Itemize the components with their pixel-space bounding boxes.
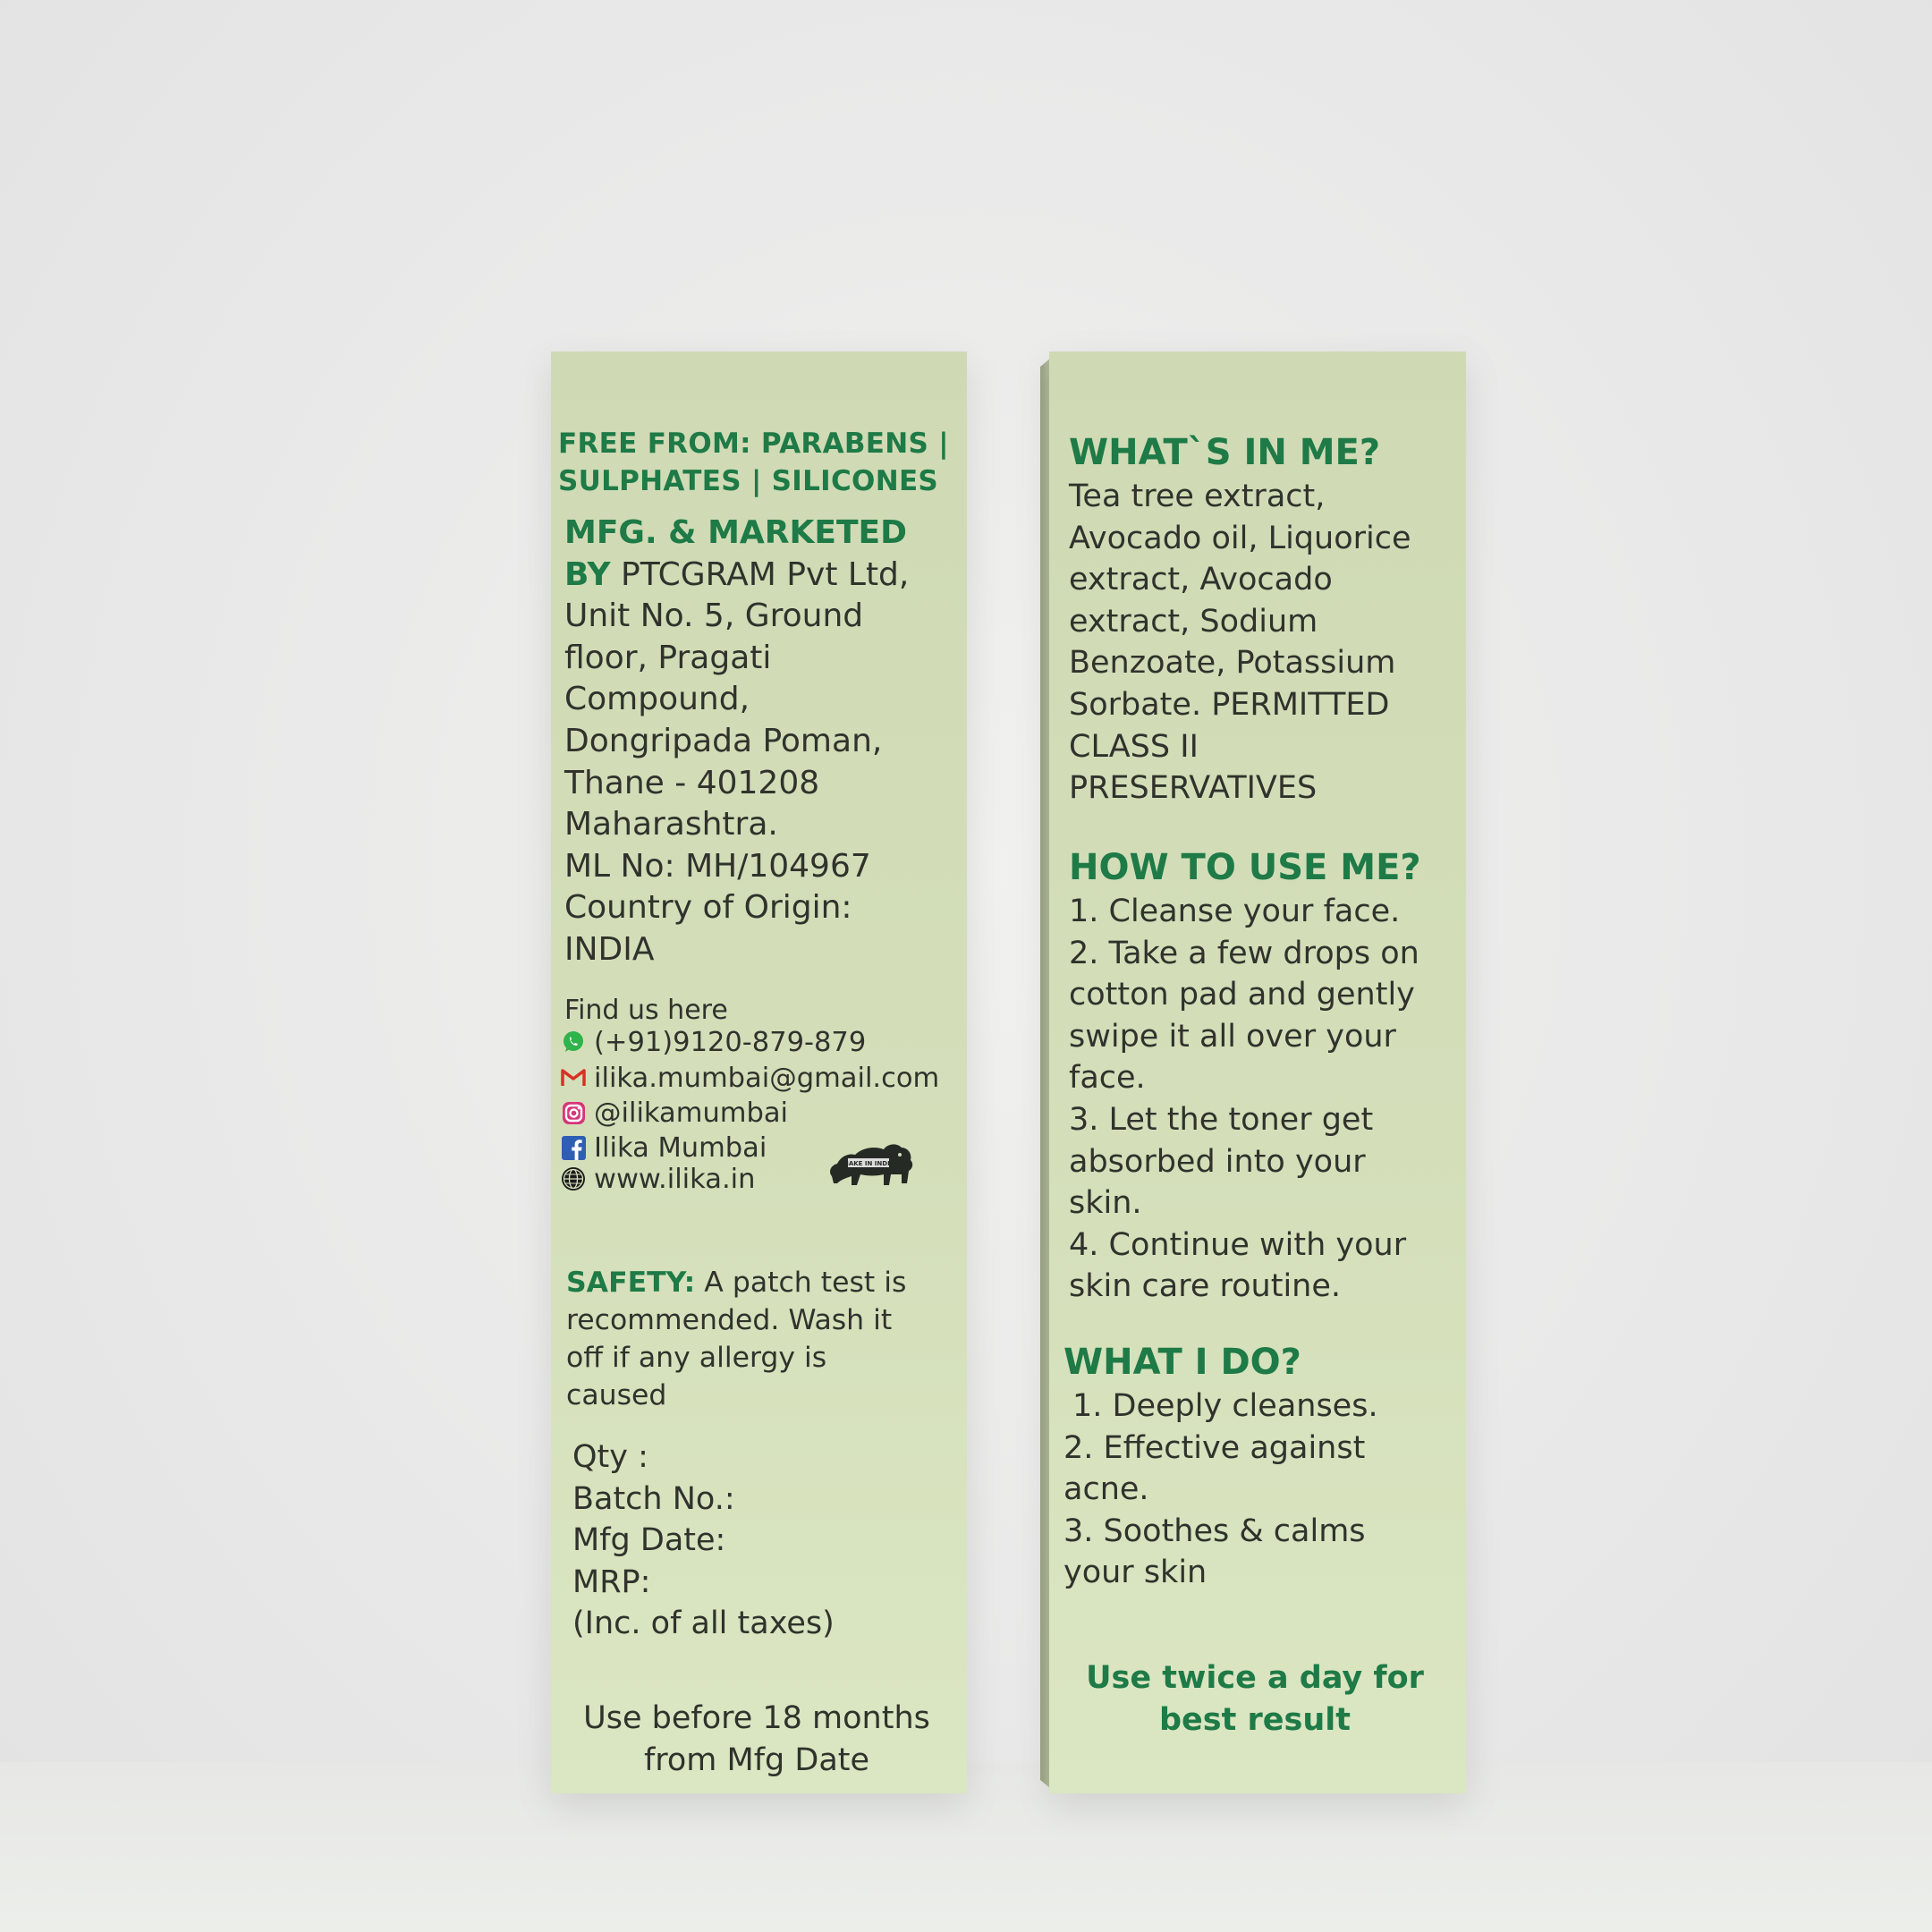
free-from-line: SULPHATES | SILICONES: [558, 465, 939, 497]
address-line: Dongripada Poman,: [564, 722, 883, 759]
directions-line: 2. Take a few drops on: [1069, 935, 1419, 971]
benefits-line: your skin: [1063, 1555, 1208, 1591]
address-line: Thane - 401208: [564, 764, 820, 801]
ingredients-line: CLASS II: [1069, 728, 1199, 765]
shelf-life-line: Use before 18 months: [583, 1700, 930, 1736]
ingredients-line: extract, Sodium: [1069, 603, 1318, 640]
safety-note: [566, 1264, 942, 1414]
benefits-list: [1063, 1385, 1457, 1594]
globe-icon: [560, 1165, 587, 1192]
batch-info-block: [572, 1436, 948, 1645]
make-in-india-text: MAKE IN INDIA: [842, 1160, 895, 1167]
batch-no-label: Batch No.:: [572, 1480, 735, 1517]
phone-number: (+91)9120-879-879: [594, 1026, 867, 1058]
shelf-life-line: from Mfg Date: [643, 1741, 870, 1778]
address-line: floor, Pragati: [564, 639, 772, 676]
ml-number: ML No: MH/104967: [564, 847, 871, 885]
ingredients-list: [1069, 476, 1462, 809]
ingredients-line: Avocado oil, Liquorice: [1069, 520, 1411, 556]
website-url: www.ilika.in: [594, 1163, 756, 1195]
directions-line: 1. Cleanse your face.: [1069, 894, 1401, 929]
benefits-line: 1. Deeply cleanses.: [1072, 1388, 1378, 1424]
usage-tip-line: Use twice a day for: [1086, 1660, 1424, 1696]
directions-line: 4. Continue with your: [1069, 1226, 1407, 1263]
usage-tip-line: best result: [1158, 1701, 1352, 1738]
contact-email: [560, 1061, 939, 1095]
instagram-icon: [560, 1099, 587, 1126]
manufacturer-block: [564, 513, 962, 971]
usage-tip: [1058, 1657, 1452, 1741]
tax-note: (Inc. of all taxes): [572, 1606, 835, 1642]
email-address: ilika.mumbai@gmail.com: [594, 1062, 940, 1094]
mrp-label: MRP:: [572, 1563, 651, 1600]
contact-website: [560, 1162, 755, 1196]
free-from-line: FREE FROM: PARABENS |: [558, 428, 949, 460]
benefits-title: WHAT I DO?: [1063, 1342, 1301, 1383]
directions-title: HOW TO USE ME?: [1069, 847, 1421, 888]
benefits-line: acne.: [1063, 1471, 1149, 1508]
benefits-line: 3. Soothes & calms: [1063, 1513, 1366, 1549]
safety-line: A patch test is: [704, 1267, 907, 1299]
directions-line: swipe it all over your: [1069, 1018, 1396, 1055]
ingredients-line: Tea tree extract,: [1069, 479, 1326, 514]
directions-list: [1069, 891, 1462, 1308]
safety-line: caused: [566, 1379, 667, 1411]
country-of-origin-label: Country of Origin:: [564, 889, 852, 927]
directions-line: face.: [1069, 1060, 1146, 1097]
benefits-line: 2. Effective against: [1063, 1429, 1366, 1466]
whatsapp-icon: [560, 1029, 587, 1055]
find-us-title: Find us here: [564, 995, 728, 1026]
facebook-page: Ilika Mumbai: [594, 1131, 767, 1164]
contact-phone: [560, 1025, 866, 1059]
qty-label: Qty :: [572, 1439, 648, 1475]
contact-instagram: [560, 1096, 788, 1130]
directions-line: skin care routine.: [1069, 1268, 1342, 1305]
safety-line: off if any allergy is: [566, 1342, 827, 1374]
ingredients-line: PRESERVATIVES: [1069, 770, 1318, 807]
address-line: Compound,: [564, 681, 750, 718]
shelf-life-note: [560, 1698, 953, 1781]
mfg-date-label: Mfg Date:: [572, 1522, 726, 1559]
gmail-icon: [560, 1064, 587, 1091]
mfg-heading-by: BY: [564, 555, 611, 593]
country-of-origin-value: INDIA: [564, 930, 655, 968]
directions-line: cotton pad and gently: [1069, 977, 1415, 1013]
mfg-heading: MFG. & MARKETED: [564, 514, 908, 551]
ingredients-line: Sorbate. PERMITTED: [1069, 686, 1390, 723]
make-in-india-lion-icon: [825, 1140, 919, 1191]
ingredients-line: extract, Avocado: [1069, 562, 1333, 598]
facebook-icon: [560, 1134, 587, 1161]
ingredients-line: Benzoate, Potassium: [1069, 645, 1396, 682]
ingredients-title: WHAT`S IN ME?: [1069, 432, 1381, 473]
directions-line: skin.: [1069, 1185, 1142, 1222]
address-line: Maharashtra.: [564, 806, 778, 843]
directions-line: 3. Let the toner get: [1069, 1101, 1374, 1138]
address-line: Unit No. 5, Ground: [564, 597, 864, 635]
instagram-handle: @ilikamumbai: [594, 1097, 789, 1129]
box-side-panel-right: [1049, 352, 1466, 1793]
address-line: PTCGRAM Pvt Ltd,: [621, 555, 910, 593]
box-side-panel-left: [551, 352, 967, 1793]
safety-line: recommended. Wash it: [566, 1304, 893, 1336]
contact-facebook: [560, 1131, 767, 1165]
safety-label: SAFETY:: [566, 1267, 696, 1299]
directions-line: absorbed into your: [1069, 1143, 1366, 1180]
free-from-claim: [558, 425, 965, 500]
